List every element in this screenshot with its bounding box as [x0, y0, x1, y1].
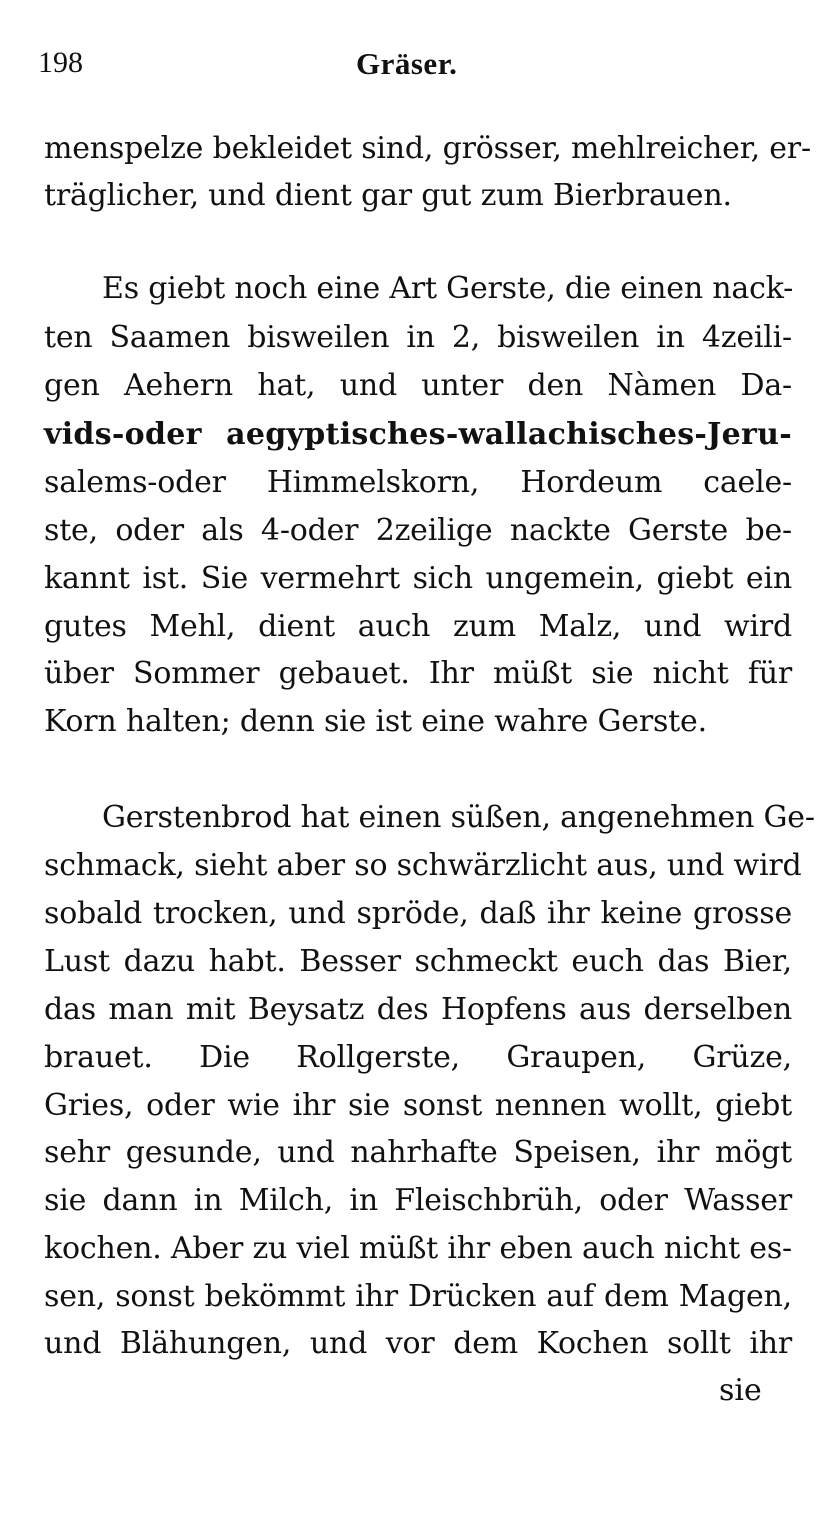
paragraph-3-line-7: Gries, oder wie ihr sie sonst nennen wollt, giebt	[44, 1088, 792, 1123]
catchword: sie	[719, 1373, 762, 1408]
paragraph-2-line-6: ste, oder als 4-oder 2zeilige nackte Gerste be-	[44, 513, 792, 548]
paragraph-2-line-3: gen Aehern hat, und unter den Nàmen Da-	[44, 368, 792, 403]
running-title: Gräser.	[356, 46, 458, 81]
paragraph-2-line-4: vids-oder aegyptisches-wallachisches-Jeru-	[44, 417, 792, 452]
paragraph-3-line-1: Gerstenbrod hat einen süßen, angenehmen Ge-	[102, 800, 815, 835]
paragraph-1-line-2: träglicher, und dient gar gut zum Bierbrauen.	[44, 178, 732, 213]
page-number: 198	[38, 46, 83, 79]
paragraph-2-line-8: gutes Mehl, dient auch zum Malz, und wird	[44, 609, 792, 644]
paragraph-3-line-3: sobald trocken, und spröde, daß ihr keine grosse	[44, 896, 792, 931]
paragraph-2-line-1: Es giebt noch eine Art Gerste, die einen nack-	[102, 271, 794, 306]
paragraph-3-line-5: das man mit Beysatz des Hopfens aus derselben	[44, 992, 792, 1027]
paragraph-2-line-9: über Sommer gebauet. Ihr müßt sie nicht für	[44, 656, 792, 691]
paragraph-3-line-11: sen, sonst bekömmt ihr Drücken auf dem Magen,	[44, 1279, 792, 1314]
paragraph-1-line-1: menspelze bekleidet sind, grösser, mehlreicher, er-	[44, 131, 811, 166]
paragraph-2-line-5: salems-oder Himmelskorn, Hordeum caele-	[44, 465, 792, 500]
paragraph-3-line-8: sehr gesunde, und nahrhafte Speisen, ihr mögt	[44, 1135, 792, 1170]
paragraph-3-line-6: brauet. Die Rollgerste, Graupen, Grüze,	[44, 1040, 792, 1075]
paragraph-3-line-10: kochen. Aber zu viel müßt ihr eben auch nicht es-	[44, 1231, 792, 1266]
paragraph-2-line-10: Korn halten; denn sie ist eine wahre Gerste.	[44, 704, 707, 739]
paragraph-3-line-9: sie dann in Milch, in Fleischbrüh, oder Wasser	[44, 1183, 792, 1218]
paragraph-3-line-2: schmack, sieht aber so schwärzlicht aus, und wird	[44, 848, 802, 883]
paragraph-3-line-12: und Blähungen, und vor dem Kochen sollt ihr	[44, 1326, 792, 1361]
paragraph-3-line-4: Lust dazu habt. Besser schmeckt euch das Bier,	[44, 944, 792, 979]
paragraph-2-line-7: kannt ist. Sie vermehrt sich ungemein, giebt ein	[44, 561, 792, 596]
paragraph-2-line-2: ten Saamen bisweilen in 2, bisweilen in 4zeili-	[44, 320, 792, 355]
